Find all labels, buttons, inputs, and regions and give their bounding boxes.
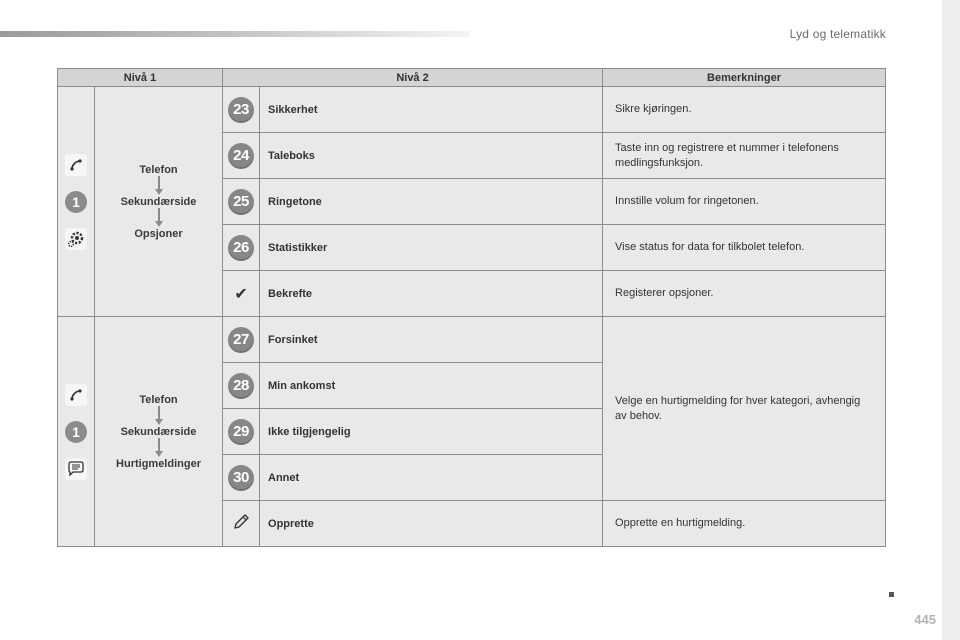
number-badge: 29 — [228, 419, 254, 445]
menu-item-name: Opprette — [260, 501, 603, 547]
checkmark-icon: ✔ — [234, 285, 248, 303]
badge-cell — [223, 179, 260, 225]
menu-item-note: Registerer opsjoner. — [603, 271, 886, 317]
menu-item-note: Opprette en hurtigmelding. — [603, 501, 886, 547]
header-level2: Nivå 2 — [223, 69, 603, 87]
level1-cell — [58, 87, 95, 317]
arrow-down-icon — [155, 176, 163, 196]
side-strip — [942, 0, 960, 640]
menu-item-name: Ringetone — [260, 179, 603, 225]
shared-note: Velge en hurtigmelding for hver kategori, avhengig av behov. — [603, 317, 886, 501]
number-badge: 30 — [228, 465, 254, 491]
badge-cell — [223, 133, 260, 179]
message-bubble-icon — [65, 458, 87, 480]
level1-path — [95, 87, 223, 317]
menu-item-name: Min ankomst — [260, 363, 603, 409]
level1-number: 1 — [65, 421, 87, 443]
page-marker — [889, 592, 894, 597]
badge-cell — [223, 271, 260, 317]
path-step-sekundaerside: Sekundærside — [120, 425, 197, 438]
number-badge: 27 — [228, 327, 254, 353]
menu-item-note: Vise status for data for tilkbolet telefon. — [603, 225, 886, 271]
level1-number: 1 — [65, 191, 87, 213]
menu-item-name: Statistikker — [260, 225, 603, 271]
menu-table — [57, 68, 886, 547]
badge-cell — [223, 317, 260, 363]
page-number: 445 — [914, 612, 936, 627]
level1-cell — [58, 317, 95, 547]
path-step-opsjoner: Opsjoner — [134, 227, 183, 240]
number-badge: 25 — [228, 189, 254, 215]
badge-cell — [223, 363, 260, 409]
path-step-hurtigmeldinger: Hurtigmeldinger — [116, 457, 201, 470]
arrow-down-icon — [155, 406, 163, 426]
menu-item-name: Sikkerhet — [260, 87, 603, 133]
badge-cell — [223, 87, 260, 133]
arrow-down-icon — [155, 438, 163, 458]
chapter-title: Lyd og telematikk — [789, 27, 886, 41]
menu-item-note: Sikre kjøringen. — [603, 87, 886, 133]
badge-cell — [223, 455, 260, 501]
arrow-down-icon — [155, 208, 163, 228]
phone-icon — [65, 154, 87, 176]
menu-item-note: Taste inn og registrere et nummer i telefonens medlingsfunksjon. — [603, 133, 886, 179]
number-badge: 23 — [228, 97, 254, 123]
menu-item-name: Taleboks — [260, 133, 603, 179]
phone-icon — [65, 384, 87, 406]
number-badge: 24 — [228, 143, 254, 169]
header-level1: Nivå 1 — [58, 69, 223, 87]
settings-gear-icon — [65, 228, 87, 250]
path-step-telefon: Telefon — [139, 393, 178, 406]
menu-item-name: Bekrefte — [260, 271, 603, 317]
path-step-sekundaerside: Sekundærside — [120, 195, 197, 208]
badge-cell — [223, 409, 260, 455]
level1-path — [95, 317, 223, 547]
menu-item-name: Forsinket — [260, 317, 603, 363]
header-notes: Bemerkninger — [603, 69, 886, 87]
pencil-icon — [232, 522, 250, 534]
menu-item-name: Annet — [260, 455, 603, 501]
number-badge: 26 — [228, 235, 254, 261]
menu-item-note: Innstille volum for ringetonen. — [603, 179, 886, 225]
badge-cell — [223, 501, 260, 547]
menu-item-name: Ikke tilgjengelig — [260, 409, 603, 455]
path-step-telefon: Telefon — [139, 163, 178, 176]
number-badge: 28 — [228, 373, 254, 399]
header-gradient-bar — [0, 31, 470, 37]
badge-cell — [223, 225, 260, 271]
